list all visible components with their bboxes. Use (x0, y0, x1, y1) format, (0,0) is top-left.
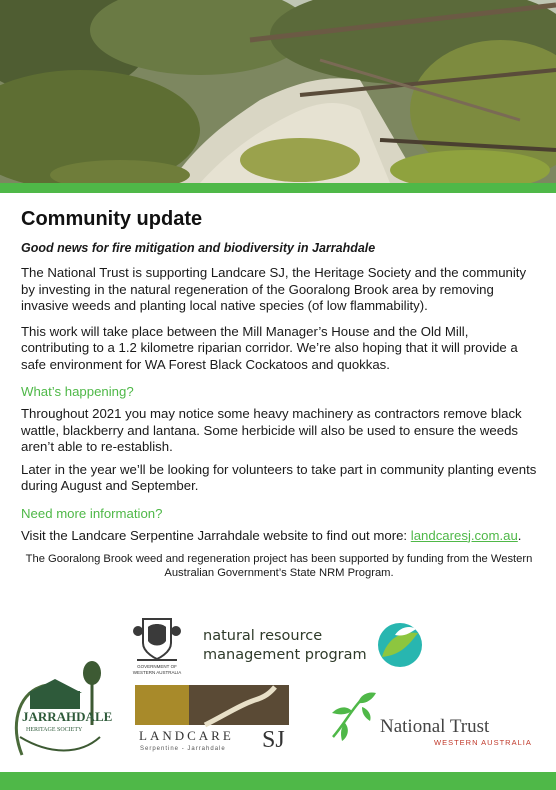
section-heading-happening: What’s happening? (21, 384, 134, 399)
landcare-word: LANDCARE (139, 728, 234, 743)
subtitle: Good news for fire mitigation and biodiversity in Jarrahdale (21, 241, 376, 255)
page-title: Community update (21, 208, 203, 230)
jarrahdale-name: JARRAHDALE (22, 709, 113, 724)
location-paragraph: This work will take place between the Mill Manager’s House and the Old Mill, contributing to a 1.2 kilometre riparian corridor. We’re also hoping that it will provide a safe environment for WA Forest Black Cockatoos and quokkas. (21, 323, 518, 372)
landcare-website-link[interactable]: landcaresj.com.au (410, 527, 518, 543)
landcare-sj: SJ (262, 727, 285, 753)
national-trust-logo (332, 692, 532, 747)
jarrahdale-heritage-society-logo (16, 661, 112, 755)
info-text-end: . (517, 527, 522, 543)
bushland-creek-image (0, 0, 556, 183)
jarrahdale-sub: HERITAGE SOCIETY (26, 727, 83, 733)
funding-note: The Gooralong Brook weed and regeneration project has been supported by funding from the Western Australian Government’s State NRM Program. (25, 553, 533, 579)
info-paragraph (21, 528, 537, 545)
header-photo (0, 0, 556, 183)
happening-paragraph-2: Later in the year we’ll be looking for volunteers to take part in community planting events during August and September. (21, 461, 537, 493)
happening-paragraph-1: Throughout 2021 you may notice some heavy machinery as contractors remove black wattle, blackberry and lantana. Some herbicide will also be used to ensure the weeds aren’t able to re-establish. (21, 406, 522, 454)
intro-paragraph: The National Trust is supporting Landcare SJ, the Heritage Society and the community by investing in the natural regeneration of the Gooralong Brook area by removing invasive weeds and planting local native species (of low flammability). (21, 265, 527, 313)
top-accent-bar (0, 183, 556, 193)
bottom-accent-bar (0, 772, 556, 790)
article (21, 206, 537, 580)
nrm-program-logo (203, 623, 422, 667)
govt-wa-crest-logo (133, 619, 182, 675)
govt-wa-line2: WESTERN AUSTRALIA (132, 670, 182, 675)
section-heading-info: Need more information? (21, 505, 163, 521)
partner-logos (0, 605, 556, 765)
govt-wa-line1: GOVERNMENT OF (137, 664, 177, 669)
logos-svg (0, 605, 556, 765)
landcare-sub: Serpentine - Jarrahdale (140, 746, 226, 752)
national-trust-sub: WESTERN AUSTRALIA (434, 738, 532, 747)
national-trust-name: National Trust (380, 716, 490, 737)
nrm-line2: management program (203, 647, 367, 663)
info-text: Visit the Landcare Serpentine Jarrahdale website to find out more: (21, 527, 411, 543)
nrm-line1: natural resource (203, 628, 323, 644)
landcare-sj-logo (135, 685, 289, 753)
